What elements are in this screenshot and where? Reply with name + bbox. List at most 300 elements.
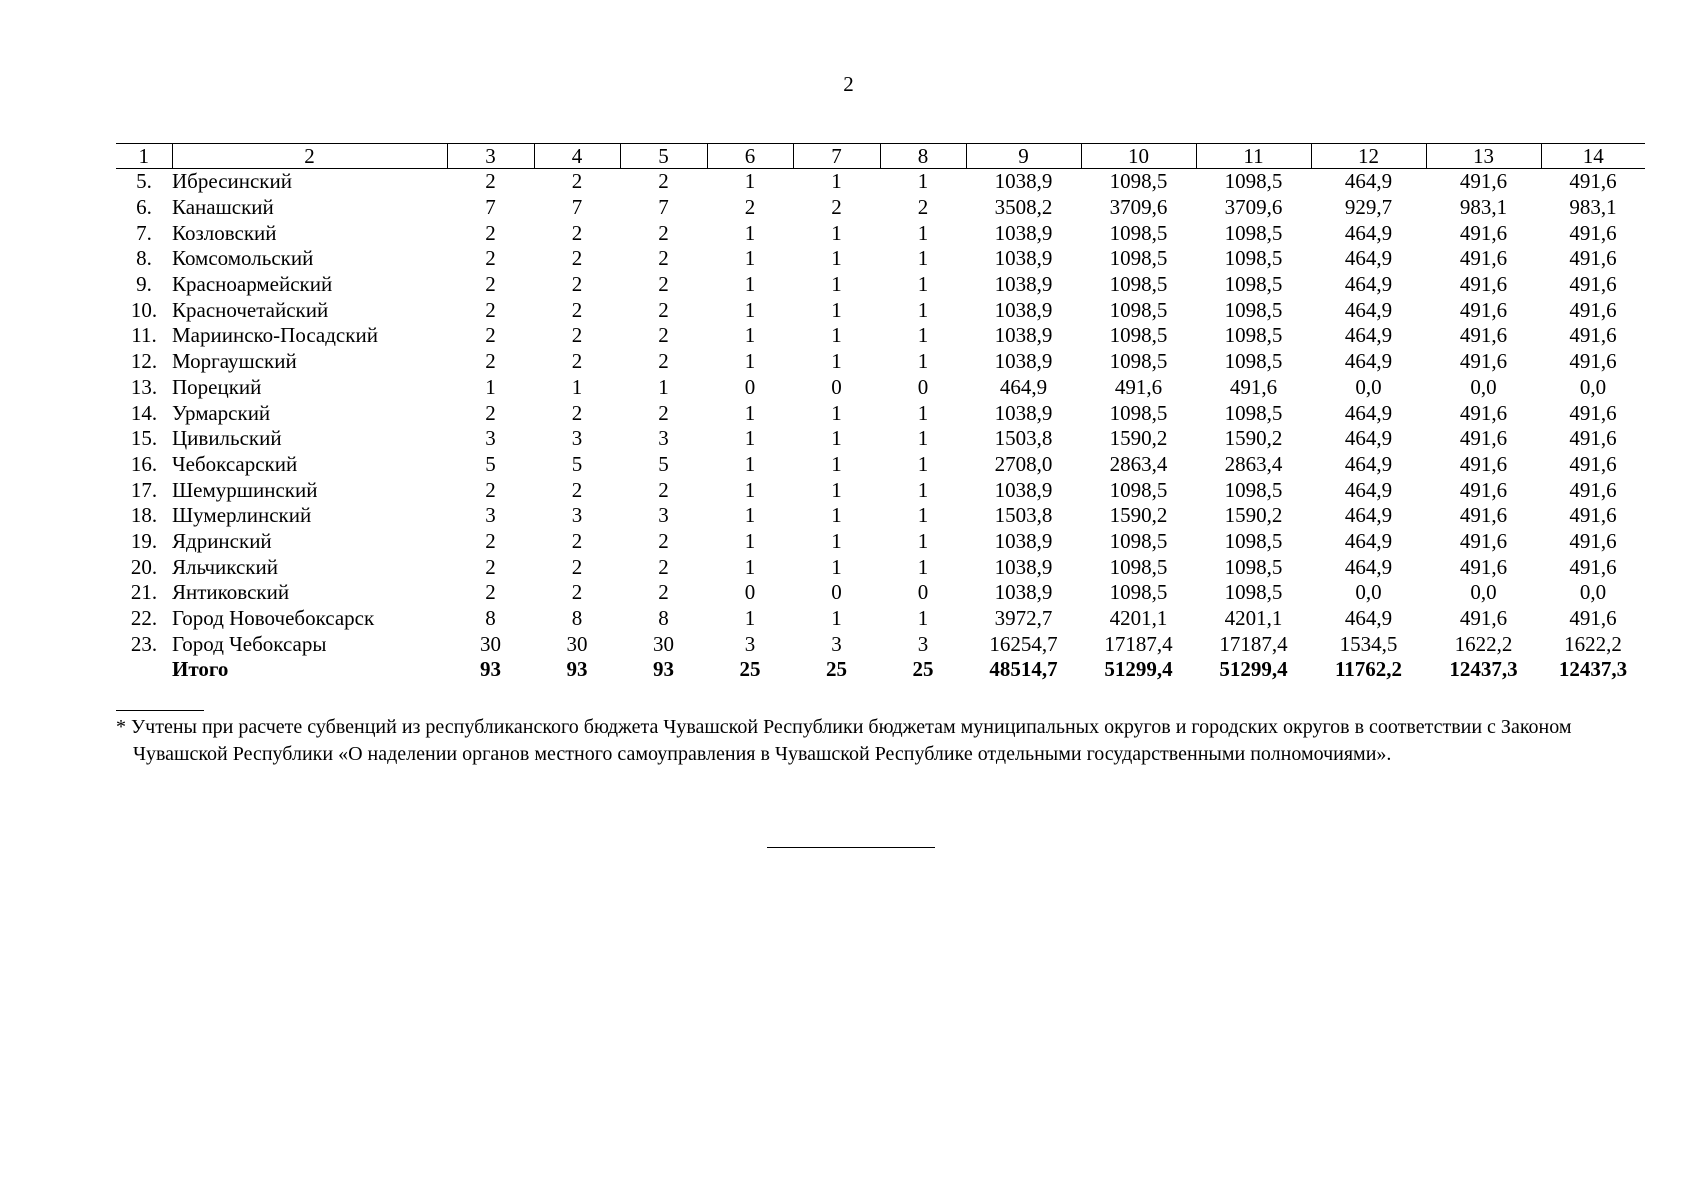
value-cell: 983,1 — [1569, 195, 1617, 220]
value-cell: 464,9 — [1344, 272, 1393, 297]
value-cell: 1038,9 — [994, 220, 1053, 245]
value-cell: 1098,5 — [1224, 246, 1283, 271]
value-cell: 1 — [917, 554, 929, 579]
value-cell: 3972,7 — [994, 606, 1053, 631]
column-header: 10 — [1081, 144, 1196, 169]
row-number-cell: 10. — [130, 297, 158, 322]
value-cell: 1 — [744, 606, 756, 631]
row-number-cell: 15. — [130, 426, 158, 451]
value-cell: 491,6 — [1459, 426, 1508, 451]
value-cell: 491,6 — [1569, 426, 1617, 451]
value-cell: 491,6 — [1459, 554, 1508, 579]
value-cell: 1 — [917, 272, 929, 297]
value-cell: 1098,5 — [1109, 349, 1168, 374]
table-row — [116, 606, 1645, 632]
table-row — [116, 452, 1645, 478]
value-cell: 2 — [744, 195, 756, 220]
row-number-cell: 6. — [136, 195, 152, 220]
value-cell: 1590,2 — [1224, 426, 1283, 451]
value-cell: 1098,5 — [1109, 169, 1168, 194]
value-cell: 464,9 — [1344, 426, 1393, 451]
row-number-cell: 11. — [131, 323, 157, 348]
value-cell: 2 — [658, 169, 669, 194]
value-cell: 1 — [917, 169, 929, 194]
value-cell: 2 — [571, 169, 583, 194]
page-number: 2 — [843, 72, 854, 96]
value-cell: 1503,8 — [994, 426, 1053, 451]
value-cell: 2 — [658, 528, 669, 553]
value-cell: 2 — [917, 195, 929, 220]
value-cell: 1038,9 — [994, 297, 1053, 322]
value-cell: 25 — [739, 657, 761, 682]
column-header: 2 — [172, 144, 447, 169]
value-cell: 8 — [571, 606, 583, 631]
value-cell: 2 — [485, 297, 496, 322]
value-cell: 93 — [653, 657, 674, 682]
value-cell: 3 — [485, 503, 496, 528]
value-cell: 1 — [917, 477, 929, 502]
value-cell: 1 — [744, 503, 756, 528]
value-cell: 1 — [831, 169, 842, 194]
value-cell: 1038,9 — [994, 580, 1053, 605]
value-cell: 2 — [571, 400, 583, 425]
value-cell: 1098,5 — [1224, 554, 1283, 579]
value-cell: 1 — [831, 349, 842, 374]
value-cell: 464,9 — [1344, 528, 1393, 553]
value-cell: 2 — [485, 272, 496, 297]
end-of-document-line — [767, 847, 935, 848]
value-cell: 1098,5 — [1109, 272, 1168, 297]
table-row — [116, 220, 1645, 246]
district-name-cell: Козловский — [172, 220, 277, 245]
value-cell: 2 — [571, 528, 583, 553]
district-name-cell: Яльчикский — [172, 554, 278, 579]
value-cell: 2 — [485, 528, 496, 553]
value-cell: 2 — [571, 554, 583, 579]
value-cell: 1 — [744, 169, 756, 194]
value-cell: 1 — [744, 246, 756, 271]
column-header: 13 — [1426, 144, 1541, 169]
value-cell: 983,1 — [1459, 195, 1508, 220]
district-name-cell: Красночетайский — [172, 297, 329, 322]
value-cell: 1098,5 — [1224, 477, 1283, 502]
value-cell: 1 — [831, 451, 842, 476]
table-row — [116, 554, 1645, 580]
value-cell: 464,9 — [1344, 503, 1393, 528]
value-cell: 1503,8 — [994, 503, 1053, 528]
table-row — [116, 426, 1645, 452]
table-row — [116, 400, 1645, 426]
value-cell: 2708,0 — [994, 451, 1053, 476]
value-cell: 1 — [831, 323, 842, 348]
value-cell: 1 — [831, 400, 842, 425]
value-cell: 5 — [485, 451, 496, 476]
value-cell: 1 — [571, 374, 583, 399]
value-cell: 0 — [744, 374, 756, 399]
value-cell: 51299,4 — [1219, 657, 1288, 682]
value-cell: 8 — [485, 606, 496, 631]
value-cell: 2 — [658, 477, 669, 502]
value-cell: 2 — [571, 246, 583, 271]
district-name-cell: Цивильский — [172, 426, 282, 451]
row-number-cell: 8. — [136, 246, 152, 271]
row-number-cell: 19. — [130, 528, 158, 553]
value-cell: 3 — [571, 503, 583, 528]
value-cell: 2 — [571, 477, 583, 502]
value-cell: 464,9 — [1344, 220, 1393, 245]
value-cell: 1 — [744, 477, 756, 502]
column-header: 7 — [793, 144, 880, 169]
value-cell: 1038,9 — [994, 169, 1053, 194]
value-cell: 0,0 — [1579, 580, 1607, 605]
table-row — [116, 297, 1645, 323]
value-cell: 2 — [658, 554, 669, 579]
value-cell: 30 — [653, 631, 674, 656]
value-cell: 464,9 — [1344, 400, 1393, 425]
value-cell: 2 — [485, 349, 496, 374]
value-cell: 1038,9 — [994, 349, 1053, 374]
column-header: 4 — [534, 144, 620, 169]
value-cell: 3 — [917, 631, 929, 656]
value-cell: 2 — [571, 349, 583, 374]
value-cell: 491,6 — [1459, 606, 1508, 631]
value-cell: 491,6 — [1569, 554, 1617, 579]
district-name-cell: Порецкий — [172, 374, 262, 399]
value-cell: 1 — [917, 297, 929, 322]
value-cell: 7 — [571, 195, 583, 220]
district-name-cell: Ибресинский — [172, 169, 292, 194]
value-cell: 491,6 — [1459, 297, 1508, 322]
value-cell: 2 — [485, 580, 496, 605]
value-cell: 491,6 — [1459, 272, 1508, 297]
value-cell: 1 — [744, 272, 756, 297]
row-number-cell — [116, 657, 172, 683]
value-cell: 491,6 — [1569, 451, 1617, 476]
value-cell: 1 — [831, 554, 842, 579]
column-header: 14 — [1541, 144, 1645, 169]
value-cell: 1534,5 — [1339, 631, 1398, 656]
value-cell: 2 — [571, 580, 583, 605]
value-cell: 1038,9 — [994, 323, 1053, 348]
value-cell: 1 — [917, 503, 929, 528]
value-cell: 1 — [831, 528, 842, 553]
table-row — [116, 246, 1645, 272]
table-row — [116, 631, 1645, 657]
value-cell: 7 — [485, 195, 496, 220]
value-cell: 2 — [571, 323, 583, 348]
value-cell: 1 — [831, 426, 842, 451]
table-row — [116, 529, 1645, 555]
value-cell: 464,9 — [1344, 554, 1393, 579]
value-cell: 491,6 — [1114, 374, 1163, 399]
value-cell: 1 — [917, 400, 929, 425]
value-cell: 3 — [571, 426, 583, 451]
value-cell: 3 — [831, 631, 842, 656]
value-cell: 1 — [744, 297, 756, 322]
value-cell: 1 — [917, 528, 929, 553]
value-cell: 2 — [485, 477, 496, 502]
value-cell: 1 — [658, 374, 669, 399]
value-cell: 1590,2 — [1109, 426, 1168, 451]
value-cell: 1 — [917, 246, 929, 271]
value-cell: 464,9 — [1344, 349, 1393, 374]
value-cell: 2 — [658, 246, 669, 271]
district-name-cell: Итого — [172, 657, 229, 682]
district-name-cell: Канашский — [172, 195, 274, 220]
value-cell: 491,6 — [1459, 503, 1508, 528]
value-cell: 1098,5 — [1109, 400, 1168, 425]
value-cell: 0,0 — [1355, 580, 1382, 605]
value-cell: 1622,2 — [1564, 631, 1622, 656]
footnote: * Учтены при расчете субвенций из республиканского бюджета Чувашской Республики бюджетам муниципальных округов и городских округов в соответствии с Законом Чувашской Республики «О наделении органов местного самоуправления в Чувашской Республике отдельными государственными полномочиями». — [116, 716, 1572, 765]
row-number-cell: 22. — [130, 606, 158, 631]
value-cell: 1590,2 — [1109, 503, 1168, 528]
value-cell: 929,7 — [1344, 195, 1393, 220]
value-cell: 464,9 — [1344, 246, 1393, 271]
value-cell: 1038,9 — [994, 528, 1053, 553]
value-cell: 464,9 — [1344, 297, 1393, 322]
value-cell: 1 — [744, 451, 756, 476]
table-header-row — [116, 144, 1645, 169]
column-header: 3 — [447, 144, 534, 169]
value-cell: 8 — [658, 606, 669, 631]
row-number-cell: 5. — [136, 169, 152, 194]
value-cell: 464,9 — [1344, 606, 1393, 631]
table-row — [116, 349, 1645, 375]
value-cell: 1038,9 — [994, 272, 1053, 297]
value-cell: 1098,5 — [1109, 220, 1168, 245]
value-cell: 2 — [571, 297, 583, 322]
value-cell: 1098,5 — [1109, 323, 1168, 348]
district-name-cell: Моргаушский — [172, 349, 297, 374]
value-cell: 12437,3 — [1449, 657, 1518, 682]
row-number-cell: 20. — [130, 554, 158, 579]
value-cell: 491,6 — [1459, 169, 1508, 194]
value-cell: 1 — [744, 349, 756, 374]
data-table — [116, 143, 1645, 683]
value-cell: 1038,9 — [994, 477, 1053, 502]
value-cell: 1 — [917, 451, 929, 476]
row-number-cell: 13. — [130, 374, 158, 399]
value-cell: 1098,5 — [1224, 528, 1283, 553]
value-cell: 2 — [658, 272, 669, 297]
value-cell: 464,9 — [1344, 169, 1393, 194]
value-cell: 1 — [831, 503, 842, 528]
value-cell: 11762,2 — [1334, 657, 1403, 682]
table-row — [116, 323, 1645, 349]
value-cell: 491,6 — [1569, 528, 1617, 553]
table-row — [116, 477, 1645, 503]
value-cell: 1 — [831, 606, 842, 631]
value-cell: 17187,4 — [1219, 631, 1288, 656]
table-row — [116, 195, 1645, 221]
value-cell: 0,0 — [1470, 580, 1497, 605]
value-cell: 1098,5 — [1109, 477, 1168, 502]
value-cell: 2 — [658, 400, 669, 425]
value-cell: 1 — [917, 220, 929, 245]
value-cell: 2 — [658, 323, 669, 348]
value-cell: 16254,7 — [989, 631, 1058, 656]
table-row — [116, 375, 1645, 401]
value-cell: 2 — [571, 220, 583, 245]
value-cell: 491,6 — [1569, 169, 1617, 194]
table-row — [116, 169, 1645, 195]
value-cell: 1038,9 — [994, 400, 1053, 425]
value-cell: 491,6 — [1569, 477, 1617, 502]
column-header: 11 — [1196, 144, 1311, 169]
value-cell: 491,6 — [1569, 400, 1617, 425]
value-cell: 1 — [744, 426, 756, 451]
column-header: 12 — [1311, 144, 1426, 169]
value-cell: 25 — [826, 657, 847, 682]
value-cell: 1 — [744, 323, 756, 348]
value-cell: 2 — [485, 220, 496, 245]
value-cell: 1 — [831, 297, 842, 322]
row-number-cell: 14. — [130, 400, 158, 425]
value-cell: 2 — [658, 349, 669, 374]
value-cell: 491,6 — [1459, 528, 1508, 553]
value-cell: 491,6 — [1229, 374, 1278, 399]
table-row — [116, 580, 1645, 606]
value-cell: 48514,7 — [989, 657, 1058, 682]
value-cell: 491,6 — [1459, 220, 1508, 245]
row-number-cell: 21. — [130, 580, 158, 605]
value-cell: 3508,2 — [994, 195, 1053, 220]
value-cell: 93 — [480, 657, 501, 682]
column-header: 5 — [620, 144, 707, 169]
column-header: 8 — [880, 144, 966, 169]
row-number-cell: 12. — [130, 349, 158, 374]
value-cell: 0,0 — [1355, 374, 1382, 399]
value-cell: 1 — [744, 528, 756, 553]
value-cell: 7 — [658, 195, 669, 220]
value-cell: 1098,5 — [1224, 400, 1283, 425]
value-cell: 2 — [485, 246, 496, 271]
value-cell: 2 — [485, 323, 496, 348]
value-cell: 17187,4 — [1104, 631, 1173, 656]
value-cell: 1098,5 — [1224, 323, 1283, 348]
value-cell: 1 — [917, 323, 929, 348]
value-cell: 1098,5 — [1109, 554, 1168, 579]
value-cell: 491,6 — [1569, 272, 1617, 297]
value-cell: 4201,1 — [1109, 606, 1168, 631]
value-cell: 1098,5 — [1224, 580, 1283, 605]
value-cell: 2 — [485, 400, 496, 425]
value-cell: 1 — [917, 426, 929, 451]
value-cell: 12437,3 — [1558, 657, 1628, 682]
district-name-cell: Урмарский — [172, 400, 271, 425]
value-cell: 1098,5 — [1109, 528, 1168, 553]
value-cell: 491,6 — [1569, 246, 1617, 271]
column-header: 9 — [966, 144, 1081, 169]
value-cell: 1 — [831, 272, 842, 297]
value-cell: 464,9 — [1344, 477, 1393, 502]
value-cell: 0 — [917, 374, 929, 399]
table-body — [116, 169, 1645, 683]
value-cell: 491,6 — [1569, 349, 1617, 374]
value-cell: 3709,6 — [1109, 195, 1168, 220]
row-number-cell: 9. — [136, 272, 152, 297]
value-cell: 0 — [831, 374, 842, 399]
district-name-cell: Чебоксарский — [172, 451, 298, 476]
value-cell: 3 — [658, 503, 669, 528]
value-cell: 1 — [917, 606, 929, 631]
value-cell: 1622,2 — [1454, 631, 1513, 656]
value-cell: 2 — [831, 195, 842, 220]
value-cell: 1 — [831, 477, 842, 502]
value-cell: 491,6 — [1459, 477, 1508, 502]
value-cell: 2 — [571, 272, 583, 297]
value-cell: 0 — [917, 580, 929, 605]
value-cell: 0 — [831, 580, 842, 605]
value-cell: 2 — [658, 220, 669, 245]
value-cell: 3709,6 — [1224, 195, 1283, 220]
value-cell: 491,6 — [1569, 220, 1617, 245]
district-name-cell: Комсомольский — [172, 246, 314, 271]
value-cell: 2863,4 — [1109, 451, 1168, 476]
value-cell: 3 — [485, 426, 496, 451]
value-cell: 1 — [744, 554, 756, 579]
value-cell: 51299,4 — [1104, 657, 1173, 682]
value-cell: 1 — [831, 220, 842, 245]
value-cell: 3 — [658, 426, 669, 451]
value-cell: 1 — [744, 400, 756, 425]
district-name-cell: Город Новочебоксарск — [172, 606, 375, 631]
total-row — [116, 657, 1645, 683]
value-cell: 491,6 — [1569, 606, 1617, 631]
district-name-cell: Ядринский — [172, 528, 272, 553]
value-cell: 1098,5 — [1224, 220, 1283, 245]
value-cell: 1038,9 — [994, 246, 1053, 271]
value-cell: 1098,5 — [1224, 169, 1283, 194]
value-cell: 491,6 — [1459, 323, 1508, 348]
district-name-cell: Янтиковский — [172, 580, 290, 605]
value-cell: 464,9 — [999, 374, 1048, 399]
value-cell: 2 — [658, 297, 669, 322]
value-cell: 0,0 — [1470, 374, 1497, 399]
district-name-cell: Шемуршинский — [172, 477, 318, 502]
value-cell: 2863,4 — [1224, 451, 1283, 476]
value-cell: 464,9 — [1344, 323, 1393, 348]
value-cell: 491,6 — [1459, 451, 1508, 476]
value-cell: 1590,2 — [1224, 503, 1283, 528]
value-cell: 4201,1 — [1224, 606, 1283, 631]
column-header: 6 — [707, 144, 793, 169]
value-cell: 491,6 — [1569, 297, 1617, 322]
value-cell: 2 — [658, 580, 669, 605]
table-row — [116, 503, 1645, 529]
value-cell: 30 — [480, 631, 501, 656]
value-cell: 0 — [744, 580, 756, 605]
value-cell: 491,6 — [1459, 349, 1508, 374]
value-cell: 2 — [485, 554, 496, 579]
district-name-cell: Мариинско-Посадский — [172, 323, 378, 348]
value-cell: 491,6 — [1569, 503, 1617, 528]
footnote-divider — [116, 710, 204, 711]
value-cell: 1098,5 — [1224, 272, 1283, 297]
row-number-cell: 7. — [136, 220, 152, 245]
value-cell: 491,6 — [1569, 323, 1617, 348]
value-cell: 93 — [566, 657, 588, 682]
row-number-cell: 16. — [130, 451, 158, 476]
value-cell: 3 — [744, 631, 756, 656]
value-cell: 491,6 — [1459, 246, 1508, 271]
value-cell: 1098,5 — [1109, 580, 1168, 605]
row-number-cell: 18. — [130, 503, 158, 528]
value-cell: 1098,5 — [1109, 297, 1168, 322]
value-cell: 5 — [571, 451, 583, 476]
value-cell: 1 — [485, 374, 496, 399]
